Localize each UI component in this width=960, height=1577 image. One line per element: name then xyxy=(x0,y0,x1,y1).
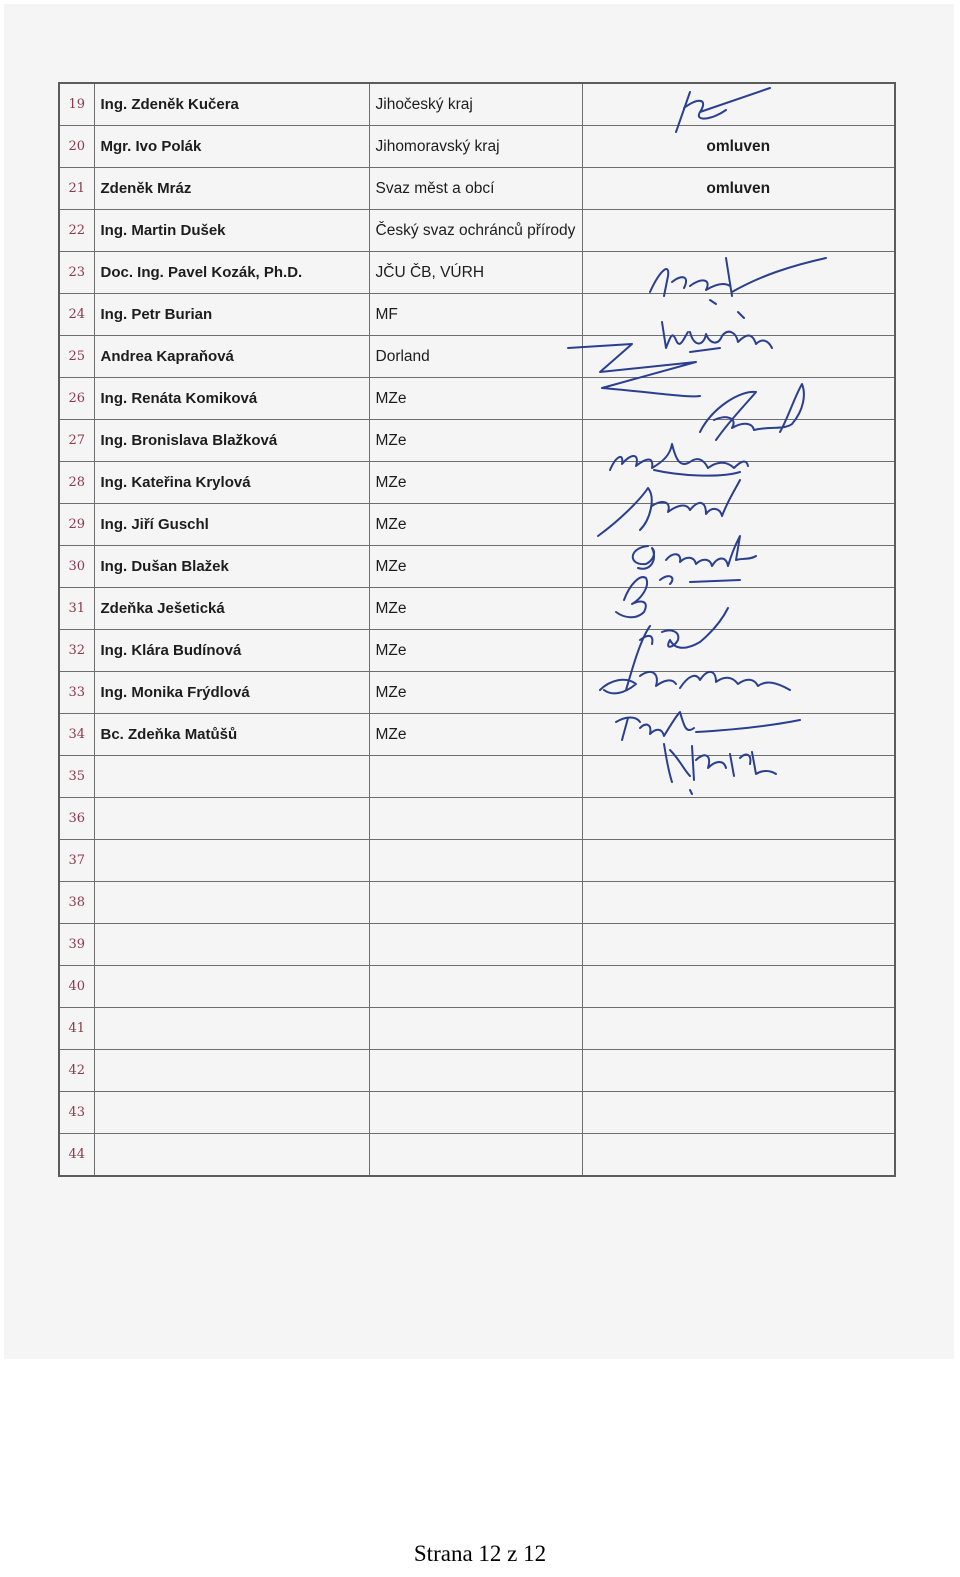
person-name xyxy=(94,924,369,966)
row-number: 23 xyxy=(59,252,94,294)
row-number: 19 xyxy=(59,83,94,126)
person-name: Ing. Monika Frýdlová xyxy=(94,672,369,714)
signature-cell xyxy=(582,798,895,840)
row-number: 36 xyxy=(59,798,94,840)
person-name xyxy=(94,966,369,1008)
organization: Dorland xyxy=(369,336,582,378)
table-row xyxy=(59,504,895,546)
excused-note: omluven xyxy=(582,126,895,168)
person-name: Ing. Jiří Guschl xyxy=(94,504,369,546)
signature-cell xyxy=(582,462,895,504)
signature-cell xyxy=(582,1134,895,1177)
table-row xyxy=(59,1092,895,1134)
table-row xyxy=(59,294,895,336)
organization xyxy=(369,798,582,840)
organization: MZe xyxy=(369,714,582,756)
organization: MF xyxy=(369,294,582,336)
table-row xyxy=(59,1008,895,1050)
person-name xyxy=(94,1134,369,1177)
person-name xyxy=(94,1050,369,1092)
attendance-rows xyxy=(59,83,895,1176)
person-name: Ing. Renáta Komiková xyxy=(94,378,369,420)
person-name: Ing. Bronislava Blažková xyxy=(94,420,369,462)
signature-cell xyxy=(582,420,895,462)
person-name: Doc. Ing. Pavel Kozák, Ph.D. xyxy=(94,252,369,294)
row-number: 39 xyxy=(59,924,94,966)
signature-cell xyxy=(582,714,895,756)
table-row xyxy=(59,840,895,882)
person-name: Ing. Kateřina Krylová xyxy=(94,462,369,504)
signature-cell xyxy=(582,924,895,966)
row-number: 28 xyxy=(59,462,94,504)
person-name: Zdeňka Ješetická xyxy=(94,588,369,630)
signature-cell xyxy=(582,966,895,1008)
person-name: Ing. Petr Burian xyxy=(94,294,369,336)
table-row xyxy=(59,966,895,1008)
row-number: 31 xyxy=(59,588,94,630)
signature-cell xyxy=(582,210,895,252)
organization: Jihočeský kraj xyxy=(369,83,582,126)
signature-cell xyxy=(582,252,895,294)
signature-cell xyxy=(582,83,895,126)
person-name xyxy=(94,882,369,924)
row-number: 27 xyxy=(59,420,94,462)
signature-cell xyxy=(582,1050,895,1092)
organization: MZe xyxy=(369,630,582,672)
signature-cell xyxy=(582,840,895,882)
signature-cell xyxy=(582,546,895,588)
row-number: 32 xyxy=(59,630,94,672)
row-number: 26 xyxy=(59,378,94,420)
organization: MZe xyxy=(369,546,582,588)
row-number: 44 xyxy=(59,1134,94,1177)
person-name: Ing. Dušan Blažek xyxy=(94,546,369,588)
organization: JČU ČB, VÚRH xyxy=(369,252,582,294)
signature-cell xyxy=(582,672,895,714)
table-row xyxy=(59,882,895,924)
table-row xyxy=(59,546,895,588)
person-name xyxy=(94,1008,369,1050)
signature-cell xyxy=(582,630,895,672)
row-number: 34 xyxy=(59,714,94,756)
person-name: Andrea Kapraňová xyxy=(94,336,369,378)
organization: MZe xyxy=(369,588,582,630)
table-row xyxy=(59,126,895,168)
person-name: Ing. Martin Dušek xyxy=(94,210,369,252)
organization: Jihomoravský kraj xyxy=(369,126,582,168)
person-name: Ing. Klára Budínová xyxy=(94,630,369,672)
signature-cell xyxy=(582,294,895,336)
table-row xyxy=(59,378,895,420)
row-number: 25 xyxy=(59,336,94,378)
row-number: 24 xyxy=(59,294,94,336)
person-name xyxy=(94,798,369,840)
signature-cell xyxy=(582,336,895,378)
organization xyxy=(369,840,582,882)
table-row xyxy=(59,168,895,210)
row-number: 38 xyxy=(59,882,94,924)
table-row xyxy=(59,1050,895,1092)
row-number: 42 xyxy=(59,1050,94,1092)
signature-cell xyxy=(582,1008,895,1050)
organization: MZe xyxy=(369,420,582,462)
organization xyxy=(369,1050,582,1092)
table-row xyxy=(59,420,895,462)
row-number: 21 xyxy=(59,168,94,210)
row-number: 35 xyxy=(59,756,94,798)
table-row xyxy=(59,630,895,672)
person-name xyxy=(94,756,369,798)
table-row xyxy=(59,924,895,966)
row-number: 22 xyxy=(59,210,94,252)
table-row xyxy=(59,1134,895,1177)
row-number: 37 xyxy=(59,840,94,882)
signature-cell xyxy=(582,588,895,630)
signature-cell xyxy=(582,504,895,546)
person-name: Mgr. Ivo Polák xyxy=(94,126,369,168)
organization xyxy=(369,966,582,1008)
row-number: 41 xyxy=(59,1008,94,1050)
organization xyxy=(369,1134,582,1177)
table-row xyxy=(59,798,895,840)
row-number: 29 xyxy=(59,504,94,546)
organization xyxy=(369,1008,582,1050)
table-row xyxy=(59,210,895,252)
organization xyxy=(369,756,582,798)
table-row xyxy=(59,462,895,504)
signature-cell xyxy=(582,882,895,924)
table-row xyxy=(59,252,895,294)
person-name: Bc. Zdeňka Matůšů xyxy=(94,714,369,756)
table-row xyxy=(59,336,895,378)
table-row xyxy=(59,714,895,756)
table-row xyxy=(59,756,895,798)
organization: Český svaz ochránců přírody xyxy=(369,210,582,252)
table-row xyxy=(59,83,895,126)
attendance-table xyxy=(58,82,896,1177)
organization: MZe xyxy=(369,504,582,546)
organization xyxy=(369,924,582,966)
row-number: 20 xyxy=(59,126,94,168)
organization xyxy=(369,882,582,924)
person-name xyxy=(94,840,369,882)
signature-cell xyxy=(582,1092,895,1134)
row-number: 30 xyxy=(59,546,94,588)
signature-cell xyxy=(582,378,895,420)
person-name: Ing. Zdeněk Kučera xyxy=(94,83,369,126)
person-name: Zdeněk Mráz xyxy=(94,168,369,210)
organization xyxy=(369,1092,582,1134)
person-name xyxy=(94,1092,369,1134)
organization: MZe xyxy=(369,378,582,420)
organization: Svaz měst a obcí xyxy=(369,168,582,210)
row-number: 43 xyxy=(59,1092,94,1134)
organization: MZe xyxy=(369,672,582,714)
row-number: 33 xyxy=(59,672,94,714)
signature-cell xyxy=(582,756,895,798)
organization: MZe xyxy=(369,462,582,504)
page-number: Strana 12 z 12 xyxy=(413,1541,547,1566)
row-number: 40 xyxy=(59,966,94,1008)
table-row xyxy=(59,672,895,714)
table-row xyxy=(59,588,895,630)
excused-note: omluven xyxy=(582,168,895,210)
